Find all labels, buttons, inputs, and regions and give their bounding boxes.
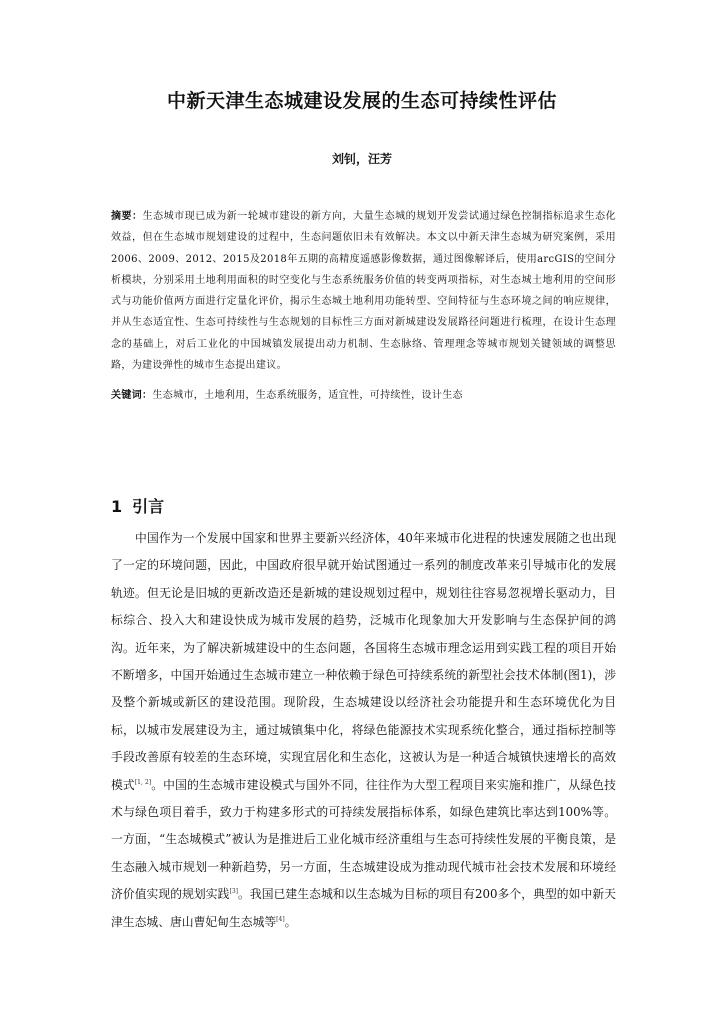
keywords (111, 387, 616, 405)
citation[interactable]: [1, 2] (134, 778, 152, 786)
paragraph-text: 。中国的生态城市建设模式与国外不同，往往作为大型工程项目来实施和推广，从绿色技术与绿色项目着手，致力于构建多形式的可持续发展指标体系，如绿色建筑比率达到100%等。一方面，“生态城模式”被认为是推进后工业化城市经济重组与生态可持续性发展的平衡良策，是生态融入城市规划一种新趋势，另一方面，生态城建设成为推动现代城市社会技术发展和环境经济价值实现的规划实践 (111, 777, 616, 902)
paragraph-text: 中国作为一个发展中国家和世界主要新兴经济体，40年来城市化进程的快速发展随之也出现了一定的环境问题，因此，中国政府很早就开始试图通过一系列的制度改革来引导城市化的发展轨迹。但无论是旧城的更新改造还是新城的建设规划过程中，规划往往容易忽视增长驱动力，目标综合、投入大和建设快成为城市发展的趋势，泛城市化现象加大开发影响与生态保护间的鸿沟。近年来，为了解决新城建设中的生态问题，各国将生态城市理念运用到实践工程的项目开始不断增多，中国开始通过生态城市建立一种依赖于绿色可持续系统的新型社会技术体制(图1)，涉及整个新城或新区的建设范围。现阶段，生态城建设以经济社会功能提升和生态环境优化为目标，以城市发展建设为主，通过城镇集中化，将绿色能源技术实现系统化整合，通过指标控制等手段改善原有较差的生态环境，实现宜居化和生态化，这被认为是一种适合城镇快速增长的高效模式 (111, 531, 616, 792)
citation[interactable]: [3] (229, 888, 238, 896)
keywords-label: 关键词： (111, 390, 153, 401)
citation[interactable]: [4] (276, 915, 285, 923)
paper-title: 中新天津生态城建设发展的生态可持续性评估 (166, 90, 557, 112)
paragraph-text: 。 (284, 914, 297, 929)
section-number: 1 (111, 497, 123, 516)
abstract-label: 摘要： (111, 211, 143, 222)
section-title: 引言 (132, 497, 165, 516)
authors: 刘钊，汪芳 (331, 152, 392, 166)
keywords-text: 生态城市，土地利用，生态系统服务，适宜性，可持续性，设计生态 (152, 390, 463, 401)
abstract-text: 生态城市现已成为新一轮城市建设的新方向，大量生态城的规划开发尝试通过绿色控制指标追求生态化效益，但在生态城市规划建设的过程中，生态问题依旧未有效解决。本文以中新天津生态城为研究案例，采用2006、2009、2012、2015及2018年五期的高精度遥感影像数据，通过图像解译后，使用arcGIS的空间分析模块，分别采用土地利用面积的时空变化与生态系统服务价值的转变两项指标，对生态城土地利用的空间形式与功能价值两方面进行定量化评价，揭示生态城土地利用功能转型、空间特征与生态环境之间的响应规律，并从生态适宜性、生态可持续性与生态规划的目标性三方面对新城建设发展路径问题进行梳理，在设计生态理念的基础上，对后工业化的中国城镇发展提出动力机制、生态脉络、管理理念等城市规划关键领域的调整思路，为建设弹性的城市生态提出建议。 (111, 211, 616, 372)
introduction-paragraph (111, 525, 616, 936)
abstract (111, 206, 616, 376)
section-heading (111, 496, 164, 518)
paragraph-text: 。我国已建生态城和以生态城为目标的项目有200多个，典型的如中新天津生态城、唐山曹妃甸生态城等 (111, 887, 616, 929)
